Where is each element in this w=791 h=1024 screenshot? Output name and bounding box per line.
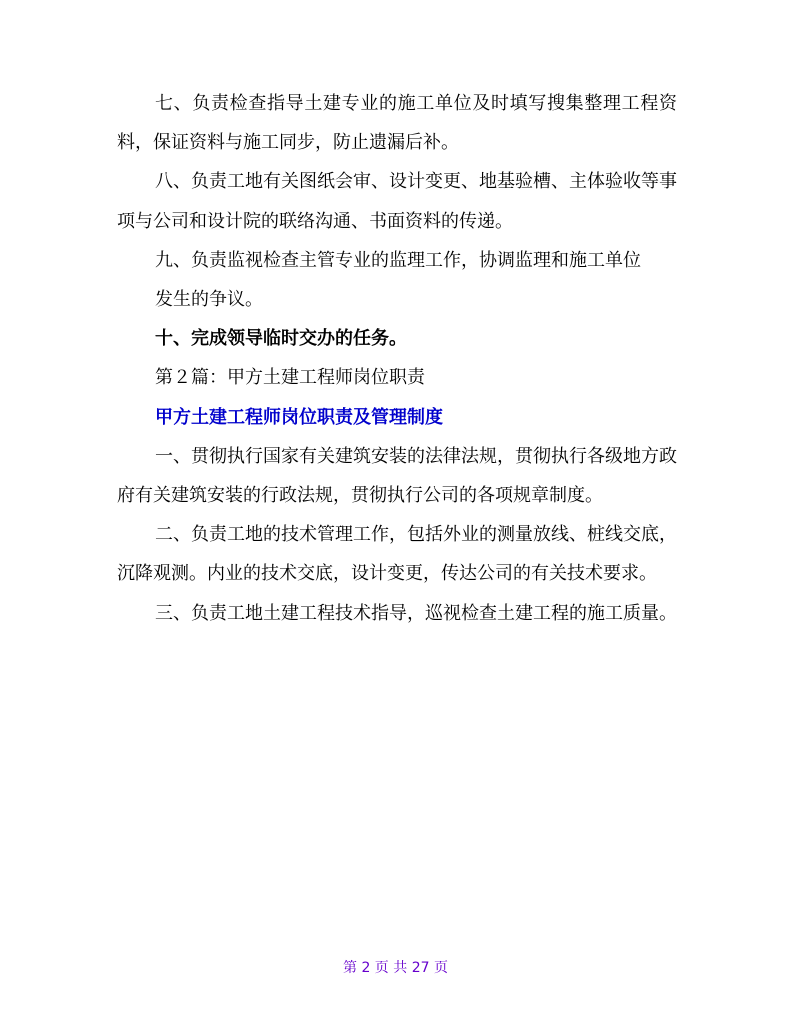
paragraph-item-7: 七、负责检查指导土建专业的施工单位及时填写搜集整理工程资料，保证资料与施工同步，防止遗漏后补。 <box>117 93 677 154</box>
section-heading: 甲方土建工程师岗位职责及管理制度 <box>155 406 443 428</box>
paragraph-continuation: 发生的争议。 <box>155 289 263 311</box>
section-title: 第２篇：甲方土建工程师岗位职责 <box>155 367 425 389</box>
document-body <box>117 84 677 633</box>
paragraph-item-8: 八、负责工地有关图纸会审、设计变更、地基验槽、主体验收等事项与公司和设计院的联络沟通、书面资料的传递。 <box>117 171 677 232</box>
paragraph-item-10: 十、完成领导临时交办的任务。 <box>155 328 407 350</box>
paragraph-item-3: 三、负责工地土建工程技术指导，巡视检查土建工程的施工质量。 <box>155 602 677 624</box>
paragraph-item-1: 一、贯彻执行国家有关建筑安装的法律法规，贯彻执行各级地方政府有关建筑安装的行政法规，贯彻执行公司的各项规章制度。 <box>117 445 677 507</box>
page-footer: 第 2 页 共 27 页 <box>343 960 448 976</box>
paragraph-item-2: 二、负责工地的技术管理工作，包括外业的测量放线、桩线交底，沉降观测。内业的技术交底，设计变更，传达公司的有关技术要求。 <box>117 524 677 585</box>
paragraph-item-9: 九、负责监视检查主管专业的监理工作，协调监理和施工单位 <box>155 249 641 271</box>
